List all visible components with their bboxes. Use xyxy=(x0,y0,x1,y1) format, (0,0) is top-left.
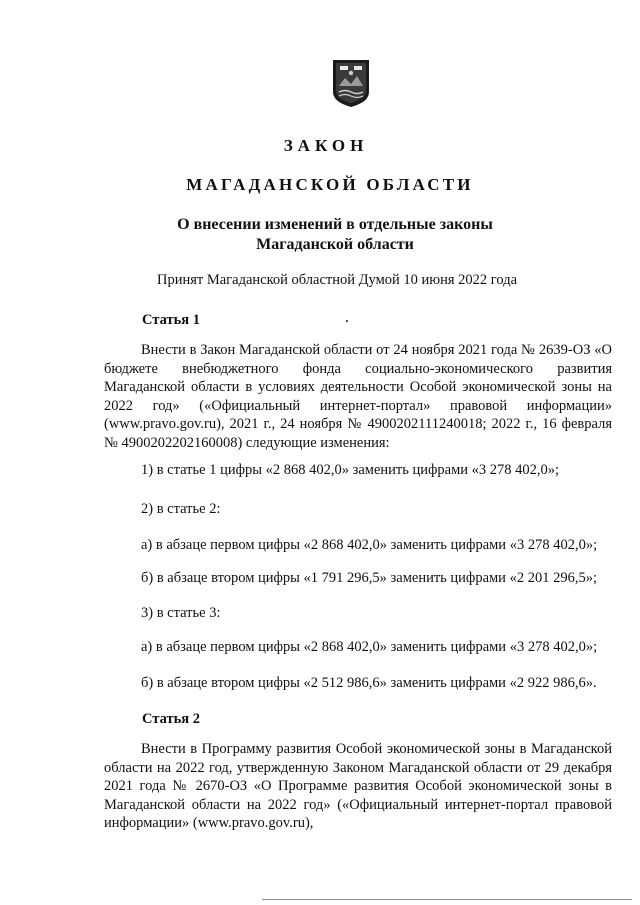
law-title: ЗАКОН xyxy=(283,136,369,155)
adoption-note: Принят Магаданской областной Думой 10 июня 2022 года xyxy=(156,272,518,288)
page-bottom-rule xyxy=(262,899,632,900)
article-1-item: 3) в статье 3: xyxy=(141,605,221,621)
coat-of-arms-icon xyxy=(331,58,371,108)
article-1-item: 1) в статье 1 цифры «2 868 402,0» заменить цифрами «3 278 402,0»; xyxy=(141,462,560,478)
article-1-item: б) в абзаце втором цифры «1 791 296,5» заменить цифрами «2 201 296,5»; xyxy=(141,570,597,586)
stray-dot xyxy=(346,320,348,322)
article-1-item: а) в абзаце первом цифры «2 868 402,0» заменить цифрами «3 278 402,0»; xyxy=(141,639,598,655)
law-subtitle-line2: Магаданской области xyxy=(256,236,414,253)
article-2-heading: Статья 2 xyxy=(142,711,200,727)
article-1-item: б) в абзаце втором цифры «2 512 986,6» заменить цифрами «2 922 986,6». xyxy=(141,675,597,691)
article-1-intro: Внести в Закон Магаданской области от 24 ноября 2021 года № 2639-ОЗ «О бюджете внебюджетного фонда социально-экономического развития Магаданской области в условиях деятельности Особой экономической зоны на 2022 год» («Официальный интернет-портал» правовой информации» (www.pravo.gov.ru), 2021 г., 24 ноября № 4900202111240018; 2022 г., 16 февраля № 4900202202160008) следующие изменения: xyxy=(104,342,612,451)
article-1-heading: Статья 1 xyxy=(142,312,200,328)
law-subtitle-line1: О внесении изменений в отдельные законы xyxy=(177,216,493,233)
region-title: МАГАДАНСКОЙ ОБЛАСТИ xyxy=(186,175,474,194)
article-2-intro: Внести в Программу развития Особой экономической зоны в Магаданской области на 2022 год, утвержденную Законом Магаданской области от 29 декабря 2021 года № 2670-ОЗ «О Программе развития Особой экономической зоны в Магаданской области на 2022 год» («Официальный интернет-портал правовой информации» (www.pravo.gov.ru), xyxy=(104,741,612,831)
article-1-item: 2) в статье 2: xyxy=(141,501,221,517)
article-1-item: а) в абзаце первом цифры «2 868 402,0» заменить цифрами «3 278 402,0»; xyxy=(141,537,598,553)
